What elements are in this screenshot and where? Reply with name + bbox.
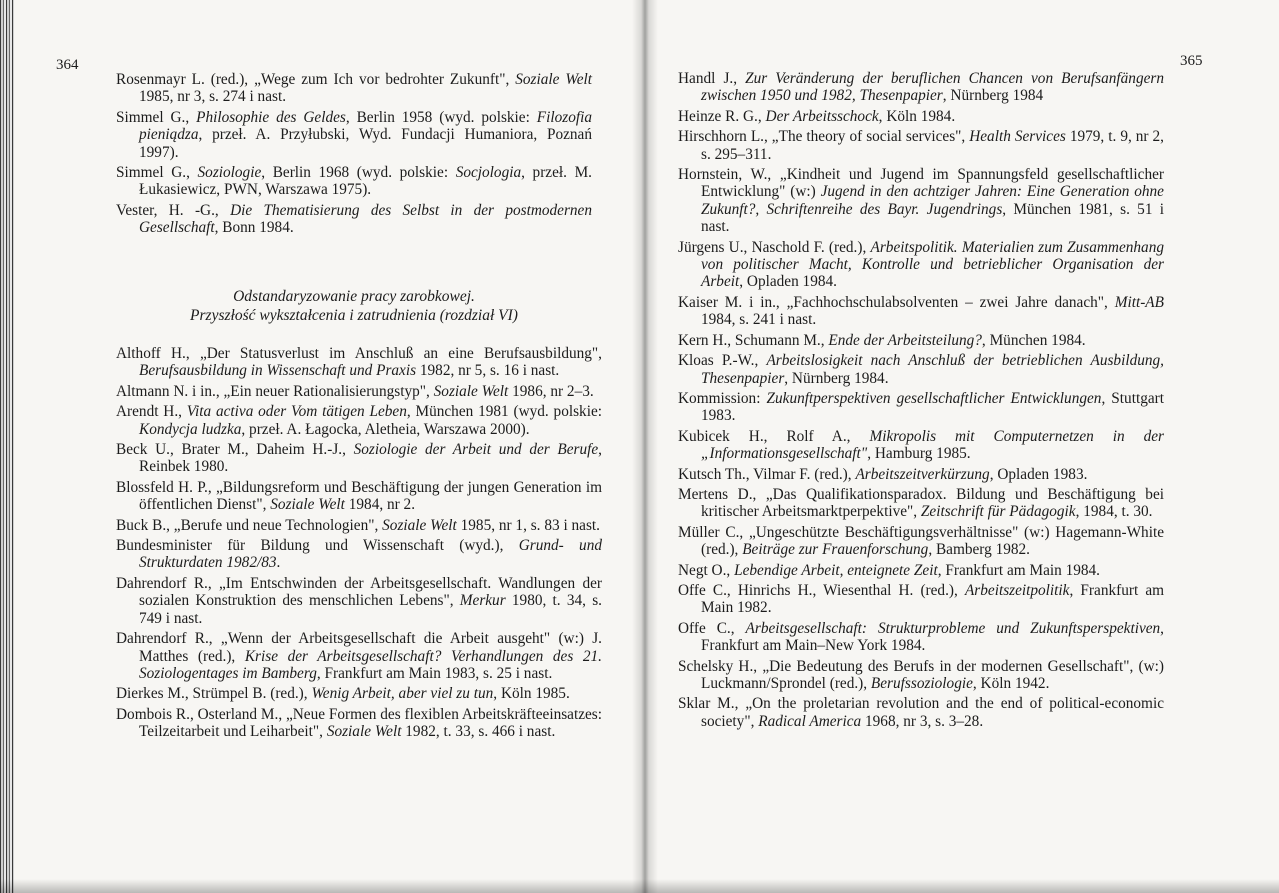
- entry-text: Bundesminister für Bildung und Wissenschaft (wyd.),: [116, 537, 519, 555]
- bibliography-entry: [678, 562, 1164, 579]
- entry-text: 1986, nr 2–3.: [508, 382, 594, 400]
- bibliography-entry: [116, 164, 592, 199]
- entry-text: , Hamburg 1985.: [867, 445, 971, 463]
- page-number: 365: [1180, 53, 1203, 69]
- entry-text: , München 1981 (wyd. polskie:: [406, 403, 602, 421]
- entry-title: Zur Veränderung der beruflichen Chancen von Berufsanfängern zwischen 1950 und 1982, Thesenpapier: [701, 70, 1164, 105]
- bibliography-entry: [678, 524, 1164, 559]
- entry-text: Kern H., Schumann M.,: [678, 331, 829, 349]
- bottom-edge-shadow: [0, 879, 1279, 893]
- bibliography-entry: [116, 71, 592, 106]
- entry-title: Soziale Welt: [382, 516, 457, 534]
- entry-text: , Berlin 1958 (wyd. polskie:: [345, 108, 537, 126]
- entry-text: Mertens D., „Das Qualifikationsparadox. Bildung und Beschäftigung bei kritischer Arbeitsmarktperpektive",: [678, 485, 1164, 521]
- entry-text: 1979, t. 9, nr 2, s. 295–311.: [701, 128, 1165, 163]
- entry-text: , Köln 1942.: [972, 675, 1050, 692]
- entry-text: 1984, s. 241 i nast.: [701, 311, 817, 329]
- entry-title: Lebendige Arbeit, enteignete Zeit: [734, 561, 938, 579]
- entry-title: Soziologie der Arbeit und der Berufe: [353, 441, 599, 459]
- entry-text: Kloas P.-W.,: [678, 352, 767, 370]
- entry-text: Kubicek H., Rolf A.,: [678, 427, 870, 445]
- entry-title: Philosophie des Geldes: [196, 108, 346, 126]
- entry-text: , Bonn 1984.: [214, 219, 294, 237]
- entry-text: Sklar M., „On the proletarian revolution and the end of political-economic society",: [678, 695, 1164, 730]
- section-heading-line: Odstandaryzowanie pracy zarobkowej.: [233, 288, 475, 305]
- entry-title: Filozofia pieniądza: [139, 108, 592, 144]
- entry-title: Soziale Welt: [515, 71, 593, 88]
- bibliography-entry: [678, 466, 1164, 483]
- entry-title: Zeitschrift für Pädagogik: [920, 503, 1076, 521]
- entry-text: , Bamberg 1982.: [928, 541, 1030, 559]
- entry-text: Simmel G.,: [116, 164, 198, 182]
- bibliography-entry: [116, 706, 602, 741]
- bibliography-entry: [678, 352, 1164, 387]
- entry-text: 1985, nr 3, s. 274 i nast.: [139, 88, 287, 106]
- bibliography-entry: [678, 486, 1164, 521]
- page-edge-shadow: [0, 0, 14, 893]
- entry-text: Negt O.,: [678, 561, 735, 579]
- entry-title: Radical America: [758, 712, 862, 730]
- entry-text: .: [276, 554, 281, 572]
- bibliography-entry: [678, 294, 1164, 329]
- entry-title: Wenig Arbeit, aber viel zu tun: [311, 685, 494, 703]
- entry-text: Kaiser M. i in., „Fachhochschulabsolventen – zwei Jahre danach",: [678, 293, 1115, 311]
- entry-text: Hornstein, W., „Kindheit und Jugend im Spannungsfeld gesellschaftlicher Entwicklung" (w:): [678, 166, 1164, 201]
- bibliography-entry: [678, 390, 1164, 425]
- bibliography-entry: [116, 479, 602, 514]
- entry-text: , 1984, t. 30.: [1075, 503, 1153, 521]
- entry-text: Kutsch Th., Vilmar F. (red.),: [678, 465, 856, 483]
- entry-text: Buck B., „Berufe und neue Technologien",: [116, 516, 383, 534]
- entry-text: Heinze R. G.,: [678, 107, 766, 125]
- bibliography-entry: [678, 108, 1164, 125]
- entry-text: , Frankfurt am Main 1983, s. 25 i nast.: [316, 664, 553, 682]
- entry-title: Health Services: [969, 128, 1066, 146]
- entry-text: 1984, nr 2.: [344, 496, 416, 514]
- entry-text: Althoff H., „Der Statusverlust im Anschluß an eine Berufsausbildung",: [116, 345, 602, 362]
- entry-title: Arbeitspolitik. Materialien zum Zusammenhang von politischer Macht, Kontrolle und betrieblicher Organisation der Arbeit: [701, 238, 1164, 291]
- entry-text: , Frankfurt am Main–New York 1984.: [701, 619, 1164, 655]
- bibliography-entry: [116, 109, 592, 161]
- page-number: 364: [56, 57, 79, 73]
- entry-text: Hirschhorn L., „The theory of social services",: [678, 128, 970, 146]
- bibliography-entry: [116, 630, 602, 682]
- bibliography-entry: [678, 695, 1164, 730]
- book-gutter: [632, 0, 658, 893]
- entry-text: , Opladen 1983.: [989, 465, 1088, 483]
- entry-title: Arbeitslosigkeit nach Anschluß der betrieblichen Ausbildung, Thesenpapier: [701, 352, 1165, 387]
- entry-text: Altmann N. i in., „Ein neuer Rationalisierungstyp",: [116, 382, 434, 400]
- entry-text: Simmel G.,: [116, 108, 197, 126]
- bibliography-list: [678, 70, 1164, 733]
- entry-title: Socjologia: [455, 164, 522, 182]
- entry-title: Soziale Welt: [326, 723, 402, 741]
- section-heading: [116, 287, 592, 325]
- bibliography-entry: [678, 332, 1164, 349]
- entry-title: Soziale Welt: [433, 382, 509, 400]
- entry-text: Beck U., Brater M., Daheim H.-J.,: [116, 441, 354, 459]
- entry-title: Kondycja ludzka: [139, 420, 242, 438]
- bibliography-entry: [116, 441, 602, 476]
- entry-text: 1980, t. 34, s. 749 i nast.: [139, 592, 603, 627]
- entry-title: Grund- und Strukturdaten 1982/83: [139, 537, 602, 572]
- entry-text: Blossfeld H. P., „Bildungsreform und Beschäftigung der jungen Generation im öffentlichen Dienst",: [116, 478, 602, 514]
- entry-text: Dahrendorf R., „Im Entschwinden der Arbeitsgesellschaft. Wandlungen der sozialen Konstruktion des menschlichen Lebens",: [116, 574, 602, 610]
- entry-text: , Köln 1984.: [878, 107, 956, 125]
- bibliography-entry: [116, 345, 602, 380]
- bibliography-entry: [116, 403, 602, 438]
- entry-title: Berufssoziologie: [870, 675, 973, 692]
- entry-text: , przeł. M. Łukasiewicz, PWN, Warszawa 1975).: [139, 164, 592, 199]
- bibliography-entry: [678, 658, 1164, 693]
- entry-title: Arbeitsgesellschaft: Strukturprobleme und Zukunftsperspektiven: [745, 619, 1161, 637]
- bibliography-list: [116, 345, 602, 744]
- entry-text: , Frankfurt am Main 1982.: [701, 581, 1165, 617]
- entry-text: , Frankfurt am Main 1984.: [937, 561, 1101, 579]
- bibliography-entry: [116, 685, 602, 702]
- entry-text: , Opladen 1984.: [739, 273, 837, 291]
- entry-title: Arbeitszeitverkürzung: [855, 465, 990, 483]
- entry-text: Jürgens U., Naschold F. (red.),: [678, 238, 871, 256]
- entry-text: Dahrendorf R., „Wenn der Arbeitsgesellschaft die Arbeit ausgeht" (w:) J. Matthes (red.),: [116, 630, 602, 665]
- bibliography-entry: [678, 166, 1164, 236]
- bibliography-list: [116, 71, 592, 240]
- entry-text: , München 1981, s. 51 i nast.: [701, 200, 1164, 236]
- bibliography-entry: [678, 239, 1164, 291]
- bibliography-entry: [678, 128, 1164, 163]
- entry-title: Krise der Arbeitsgesellschaft? Verhandlungen des 21. Soziologentages im Bamberg: [139, 647, 602, 682]
- entry-title: Die Thematisierung des Selbst in der postmodernen Gesellschaft: [139, 201, 592, 237]
- entry-text: , Köln 1985.: [493, 685, 570, 703]
- entry-title: Mikropolis mit Computernetzen in der „Informationsgesellschaft": [701, 427, 1164, 463]
- entry-text: , przeł. A. Łagocka, Aletheia, Warszawa 2000).: [241, 420, 530, 438]
- bibliography-entry: [678, 582, 1164, 617]
- entry-text: Handl J.,: [678, 70, 746, 87]
- entry-text: , Berlin 1968 (wyd. polskie:: [261, 164, 456, 182]
- entry-text: Rosenmayr L. (red.), „Wege zum Ich vor bedrohter Zukunft",: [116, 71, 516, 88]
- entry-text: 1982, nr 5, s. 16 i nast.: [416, 362, 560, 380]
- entry-text: Müller C., „Ungeschützte Beschäftigungsverhältnisse" (w:) Hagemann-White (red.),: [678, 523, 1164, 559]
- entry-title: Vita activa oder Vom tätigen Leben: [186, 403, 407, 421]
- bibliography-entry: [678, 620, 1164, 655]
- bibliography-entry: [678, 70, 1164, 105]
- entry-title: Beiträge zur Frauenforschung: [742, 541, 929, 559]
- bibliography-entry: [116, 537, 602, 572]
- entry-text: Kommission:: [678, 389, 767, 407]
- entry-text: Offe C., Hinrichs H., Wiesenthal H. (red.),: [678, 581, 965, 599]
- bibliography-entry: [116, 517, 602, 534]
- entry-text: 1982, t. 33, s. 466 i nast.: [401, 723, 556, 741]
- entry-title: Jugend in den achtziger Jahren: Eine Generation ohne Zukunft?, Schriftenreihe des Bayr. Jugendrings: [701, 183, 1164, 218]
- entry-title: Ende der Arbeitsteilung?: [828, 331, 982, 349]
- entry-title: Arbeitszeitpolitik: [964, 581, 1070, 599]
- entry-text: , przeł. A. Przyłubski, Wyd. Fundacji Humaniora, Poznań 1997).: [139, 126, 592, 161]
- section-heading-line: Przyszłość wykształcenia i zatrudnienia (rozdział VI): [190, 307, 518, 324]
- entry-text: Dombois R., Osterland M., „Neue Formen des flexiblen Arbeitskräfteeinsatzes: Teilzeitarbeit und Leiharbeit",: [116, 705, 602, 741]
- entry-text: Schelsky H., „Die Bedeutung des Berufs in der modernen Gesellschaft", (w:) Luckmann/Sprondel (red.),: [678, 657, 1164, 692]
- entry-text: Dierkes M., Strümpel B. (red.),: [116, 685, 312, 703]
- bibliography-entry: [116, 575, 602, 627]
- entry-title: Soziologie: [197, 164, 262, 182]
- entry-title: Mitt-AB: [1114, 293, 1164, 311]
- entry-text: , München 1984.: [981, 331, 1086, 349]
- entry-text: Vester, H. -G.,: [116, 201, 231, 219]
- entry-title: Der Arbeitsschock: [765, 107, 879, 125]
- entry-title: Soziale Welt: [270, 496, 345, 514]
- entry-text: Offe C.,: [678, 619, 746, 637]
- entry-text: 1985, nr 1, s. 83 i nast.: [456, 516, 600, 534]
- bibliography-entry: [116, 383, 602, 400]
- entry-text: , Reinbek 1980.: [139, 441, 602, 476]
- entry-text: , Nürnberg 1984.: [784, 369, 889, 387]
- bibliography-entry: [678, 428, 1164, 463]
- bibliography-entry: [116, 202, 592, 237]
- entry-title: Zukunftperspektiven gesellschaftlicher Entwicklungen: [766, 389, 1102, 407]
- entry-text: , Stuttgart 1983.: [701, 389, 1164, 425]
- entry-title: Berufsausbildung in Wissenschaft und Praxis: [139, 362, 417, 380]
- entry-text: 1968, nr 3, s. 3–28.: [861, 712, 984, 730]
- entry-text: , Nürnberg 1984: [942, 87, 1044, 105]
- entry-text: Arendt H.,: [116, 403, 187, 421]
- entry-title: Merkur: [459, 592, 506, 610]
